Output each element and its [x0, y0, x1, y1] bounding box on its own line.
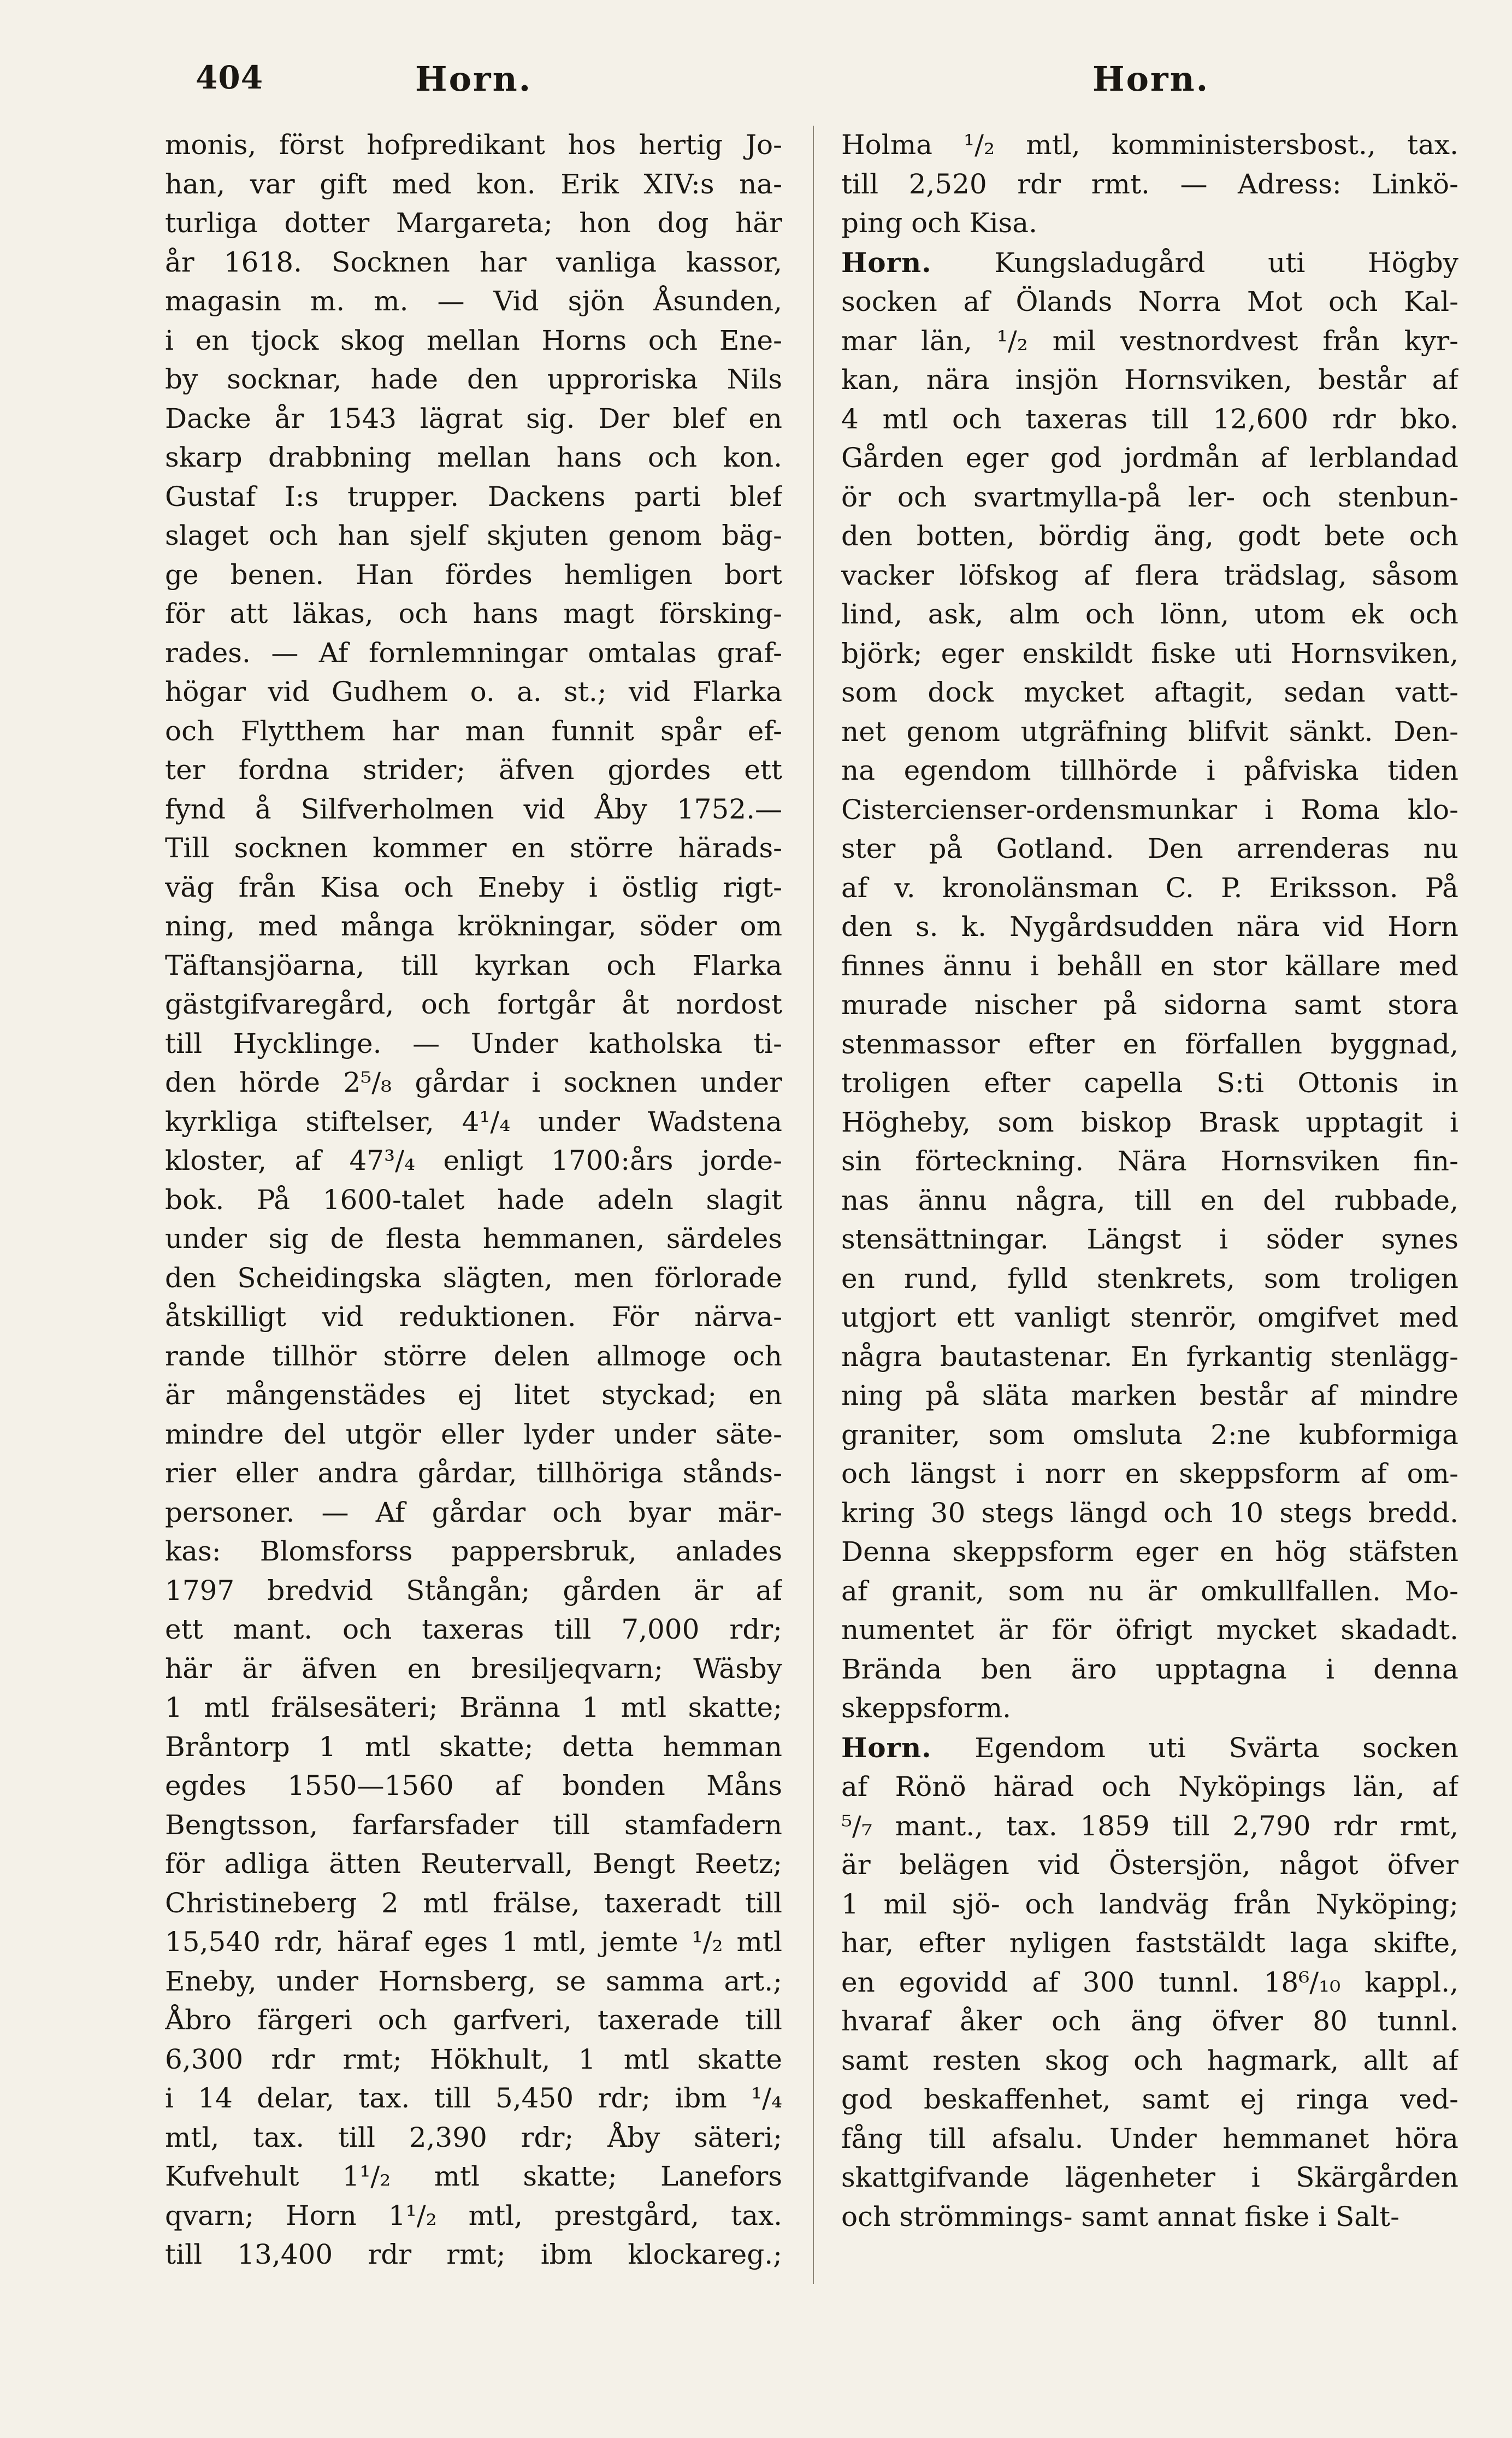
text-line: murade nischer på sidorna samt stora: [841, 989, 1458, 1021]
text-line: mindre del utgör eller lyder under säte-: [165, 1418, 782, 1450]
text-line: ping och Kisa.: [841, 207, 1038, 239]
text-line: och Flytthem har man funnit spår ef-: [165, 715, 782, 747]
text-line: fynd å Silfverholmen vid Åby 1752.—: [165, 793, 782, 825]
text-line: Kufvehult 1¹/₂ mtl skatte; Lanefors: [165, 2160, 782, 2192]
text-line: väg från Kisa och Eneby i östlig rigt-: [165, 871, 782, 903]
text-line: af v. kronolänsman C. P. Eriksson. På: [841, 871, 1458, 904]
text-line: af Rönö härad och Nyköpings län, af: [841, 1771, 1458, 1803]
text-line: samt resten skog och hagmark, allt af: [841, 2044, 1458, 2076]
text-line: skattgifvande lägenheter i Skärgården: [841, 2162, 1458, 2193]
text-line: en egovidd af 300 tunnl. 18⁶/₁₀ kappl.,: [841, 1966, 1458, 1998]
text-line: Till socknen kommer en större härads-: [165, 832, 782, 864]
text-line: Holma ¹/₂ mtl, komministersbost., tax.: [841, 129, 1458, 161]
text-line: rades. — Af fornlemningar omtalas graf-: [165, 637, 782, 669]
text-line: numentet är för öfrigt mycket skadadt.: [841, 1614, 1458, 1646]
text-line: kyrkliga stiftelser, 4¹/₄ under Wadstena: [165, 1105, 782, 1138]
text-line: 1797 bredvid Stångån; gården är af: [165, 1574, 782, 1606]
text-line: ster på Gotland. Den arrenderas nu: [841, 833, 1458, 864]
text-line: mar län, ¹/₂ mil vestnordvest från kyr-: [841, 325, 1458, 357]
text-line: för adliga ätten Reutervall, Bengt Reetz;: [165, 1848, 782, 1880]
text-line: 4 mtl och taxeras till 12,600 rdr bko.: [841, 403, 1458, 435]
text-line: Gården eger god jordmån af lerblandad: [841, 442, 1458, 474]
text-line: åtskilligt vid reduktionen. För närva-: [165, 1301, 782, 1333]
text-line: turliga dotter Margareta; hon dog här: [165, 207, 782, 239]
text-line: och strömmings- samt annat fiske i Salt-: [841, 2200, 1400, 2233]
text-line: Bråntorp 1 mtl skatte; detta hemman: [165, 1730, 782, 1763]
text-line: Täftansjöarna, till kyrkan och Flarka: [165, 949, 782, 981]
text-line: ör och svartmylla-på ler- och stenbun-: [841, 481, 1458, 513]
column-rule: [813, 126, 814, 2284]
text-line: är belägen vid Östersjön, något öfver: [841, 1849, 1458, 1881]
text-line: Cistercienser-ordensmunkar i Roma klo-: [841, 793, 1458, 826]
right-column: [841, 126, 1458, 2236]
text-line: vacker löfskog af flera trädslag, såsom: [841, 559, 1458, 591]
text-line: till Hycklinge. — Under katholska ti-: [165, 1027, 782, 1059]
text-line: na egendom tillhörde i påfviska tiden: [841, 755, 1458, 786]
text-line: fång till afsalu. Under hemmanet höra: [841, 2122, 1458, 2154]
text-line: den hörde 2⁵/₈ gårdar i socknen under: [165, 1067, 782, 1098]
text-line: 1 mtl frälsesäteri; Bränna 1 mtl skatte;: [165, 1692, 782, 1723]
text-line: hvaraf åker och äng öfver 80 tunnl.: [841, 2005, 1458, 2037]
text-line: skeppsform.: [841, 1692, 1012, 1724]
text-line: personer. — Af gårdar och byar mär-: [165, 1496, 782, 1528]
text-line: qvarn; Horn 1¹/₂ mtl, prestgård, tax.: [165, 2199, 782, 2231]
text-line: Högheby, som biskop Brask upptagit i: [841, 1106, 1458, 1138]
text-line: Bengtsson, farfarsfader till stamfadern: [165, 1809, 782, 1841]
text-line: han, var gift med kon. Erik XIV:s na-: [165, 168, 782, 200]
text-line: by socknar, hade den upproriska Nils: [165, 363, 782, 395]
text-line: kas: Blomsforss pappersbruk, anlades: [165, 1535, 782, 1567]
text-line: sin förteckning. Nära Hornsviken fin-: [841, 1145, 1458, 1177]
text-line: skarp drabbning mellan hans och kon.: [165, 441, 782, 473]
text-line: högar vid Gudhem o. a. st.; vid Flarka: [165, 676, 782, 708]
text-line: i 14 delar, tax. till 5,450 rdr; ibm ¹/₄: [165, 2082, 782, 2114]
text-line: i en tjock skog mellan Horns och Ene-: [165, 324, 782, 356]
text-line: 15,540 rdr, häraf eges 1 mtl, jemte ¹/₂ mtl: [165, 1926, 782, 1958]
text-line: finnes ännu i behåll en stor källare med: [841, 950, 1458, 982]
text-line: under sig de flesta hemmanen, särdeles: [165, 1223, 782, 1255]
text-line: till 2,520 rdr rmt. — Adress: Linkö-: [841, 168, 1458, 200]
text-line: god beskaffenhet, samt ej ringa ved-: [841, 2083, 1458, 2115]
left-column: [165, 126, 782, 2275]
text-line: magasin m. m. — Vid sjön Åsunden,: [165, 285, 782, 317]
text-line: Eneby, under Hornsberg, se samma art.;: [165, 1965, 782, 1997]
text-line: slaget och han sjelf skjuten genom bäg-: [165, 520, 782, 551]
text-line: den s. k. Nygårdsudden nära vid Horn: [841, 911, 1458, 943]
text-line: kring 30 stegs längd och 10 stegs bredd.: [841, 1497, 1458, 1529]
text-line: 6,300 rdr rmt; Hökhult, 1 mtl skatte: [165, 2043, 782, 2075]
text-line: rier eller andra gårdar, tillhöriga stånds-: [165, 1457, 782, 1489]
text-line: Horn. Egendom uti Svärta socken: [841, 1731, 1458, 1764]
text-line: den botten, bördig äng, godt bete och: [841, 520, 1458, 552]
text-line: som dock mycket aftagit, sedan vatt-: [841, 676, 1458, 708]
text-line: stenmassor efter en förfallen byggnad,: [841, 1028, 1458, 1060]
text-line: lind, ask, alm och lönn, utom ek och: [841, 598, 1458, 630]
text-line: Gustaf I:s trupper. Dackens parti blef: [165, 480, 782, 513]
text-line: Brända ben äro upptagna i denna: [841, 1653, 1458, 1685]
text-line: stensättningar. Längst i söder synes: [841, 1223, 1458, 1255]
text-line: en rund, fylld stenkrets, som troligen: [841, 1262, 1458, 1294]
text-line: för att läkas, och hans magt försking-: [165, 598, 782, 629]
text-line: utgjort ett vanligt stenrör, omgifvet med: [841, 1302, 1458, 1333]
text-line: kan, nära insjön Hornsviken, består af: [841, 364, 1458, 396]
text-line: år 1618. Socknen har vanliga kassor,: [165, 246, 782, 278]
text-line: björk; eger enskildt fiske uti Hornsviken,: [841, 637, 1458, 669]
text-line: den Scheidingska slägten, men förlorade: [165, 1262, 782, 1294]
text-line: af granit, som nu är omkullfallen. Mo-: [841, 1575, 1458, 1607]
text-line: bok. På 1600-talet hade adeln slagit: [165, 1183, 782, 1216]
text-line: 1 mil sjö- och landväg från Nyköping;: [841, 1888, 1458, 1920]
page-number: 404: [196, 59, 264, 96]
text-line: ning, med många krökningar, söder om: [165, 910, 782, 942]
text-line: ⁵/₇ mant., tax. 1859 till 2,790 rdr rmt,: [841, 1810, 1458, 1842]
text-line: egdes 1550—1560 af bonden Måns: [165, 1770, 782, 1801]
text-line: ett mant. och taxeras till 7,000 rdr;: [165, 1613, 782, 1645]
text-line: Horn. Kungsladugård uti Högby: [841, 246, 1458, 279]
text-line: Christineberg 2 mtl frälse, taxeradt till: [165, 1887, 782, 1919]
text-line: har, efter nyligen faststäldt laga skifte,: [841, 1927, 1458, 1959]
text-line: ter fordna strider; äfven gjordes ett: [165, 754, 782, 786]
text-line: nas ännu några, till en del rubbade,: [841, 1184, 1458, 1216]
running-head-left: Horn.: [415, 59, 533, 99]
text-line: gästgifvaregård, och fortgår åt nordost: [165, 988, 782, 1020]
text-line: monis, först hofpredikant hos hertig Jo-: [165, 129, 782, 161]
text-line: net genom utgräfning blifvit sänkt. Den-: [841, 715, 1458, 747]
text-line: Denna skeppsform eger en hög stäfsten: [841, 1536, 1458, 1568]
entry-headword: Horn.: [841, 246, 932, 279]
text-line: Åbro färgeri och garfveri, taxerade till: [165, 2004, 782, 2036]
text-line: graniter, som omsluta 2:ne kubformiga: [841, 1418, 1458, 1451]
text-line: socken af Ölands Norra Mot och Kal-: [841, 286, 1458, 317]
text-line: här är äfven en bresiljeqvarn; Wäsby: [165, 1652, 782, 1685]
text-line: några bautastenar. En fyrkantig stenlägg-: [841, 1340, 1458, 1373]
running-head-right: Horn.: [1092, 59, 1210, 99]
text-line: är mångenstädes ej litet styckad; en: [165, 1379, 782, 1411]
text-line: troligen efter capella S:ti Ottonis in: [841, 1067, 1458, 1099]
text-line: ge benen. Han fördes hemligen bort: [165, 558, 782, 591]
text-line: rande tillhör större delen allmoge och: [165, 1340, 782, 1372]
text-line: Dacke år 1543 lägrat sig. Der blef en: [165, 402, 782, 434]
text-line: ning på släta marken består af mindre: [841, 1380, 1458, 1411]
text-line: kloster, af 47³/₄ enligt 1700:års jorde-: [165, 1145, 782, 1176]
text-line: till 13,400 rdr rmt; ibm klockareg.;: [165, 2239, 782, 2270]
text-line: mtl, tax. till 2,390 rdr; Åby säteri;: [165, 2121, 782, 2153]
entry-headword: Horn.: [841, 1731, 932, 1764]
text-line: och längst i norr en skeppsform af om-: [841, 1458, 1458, 1489]
